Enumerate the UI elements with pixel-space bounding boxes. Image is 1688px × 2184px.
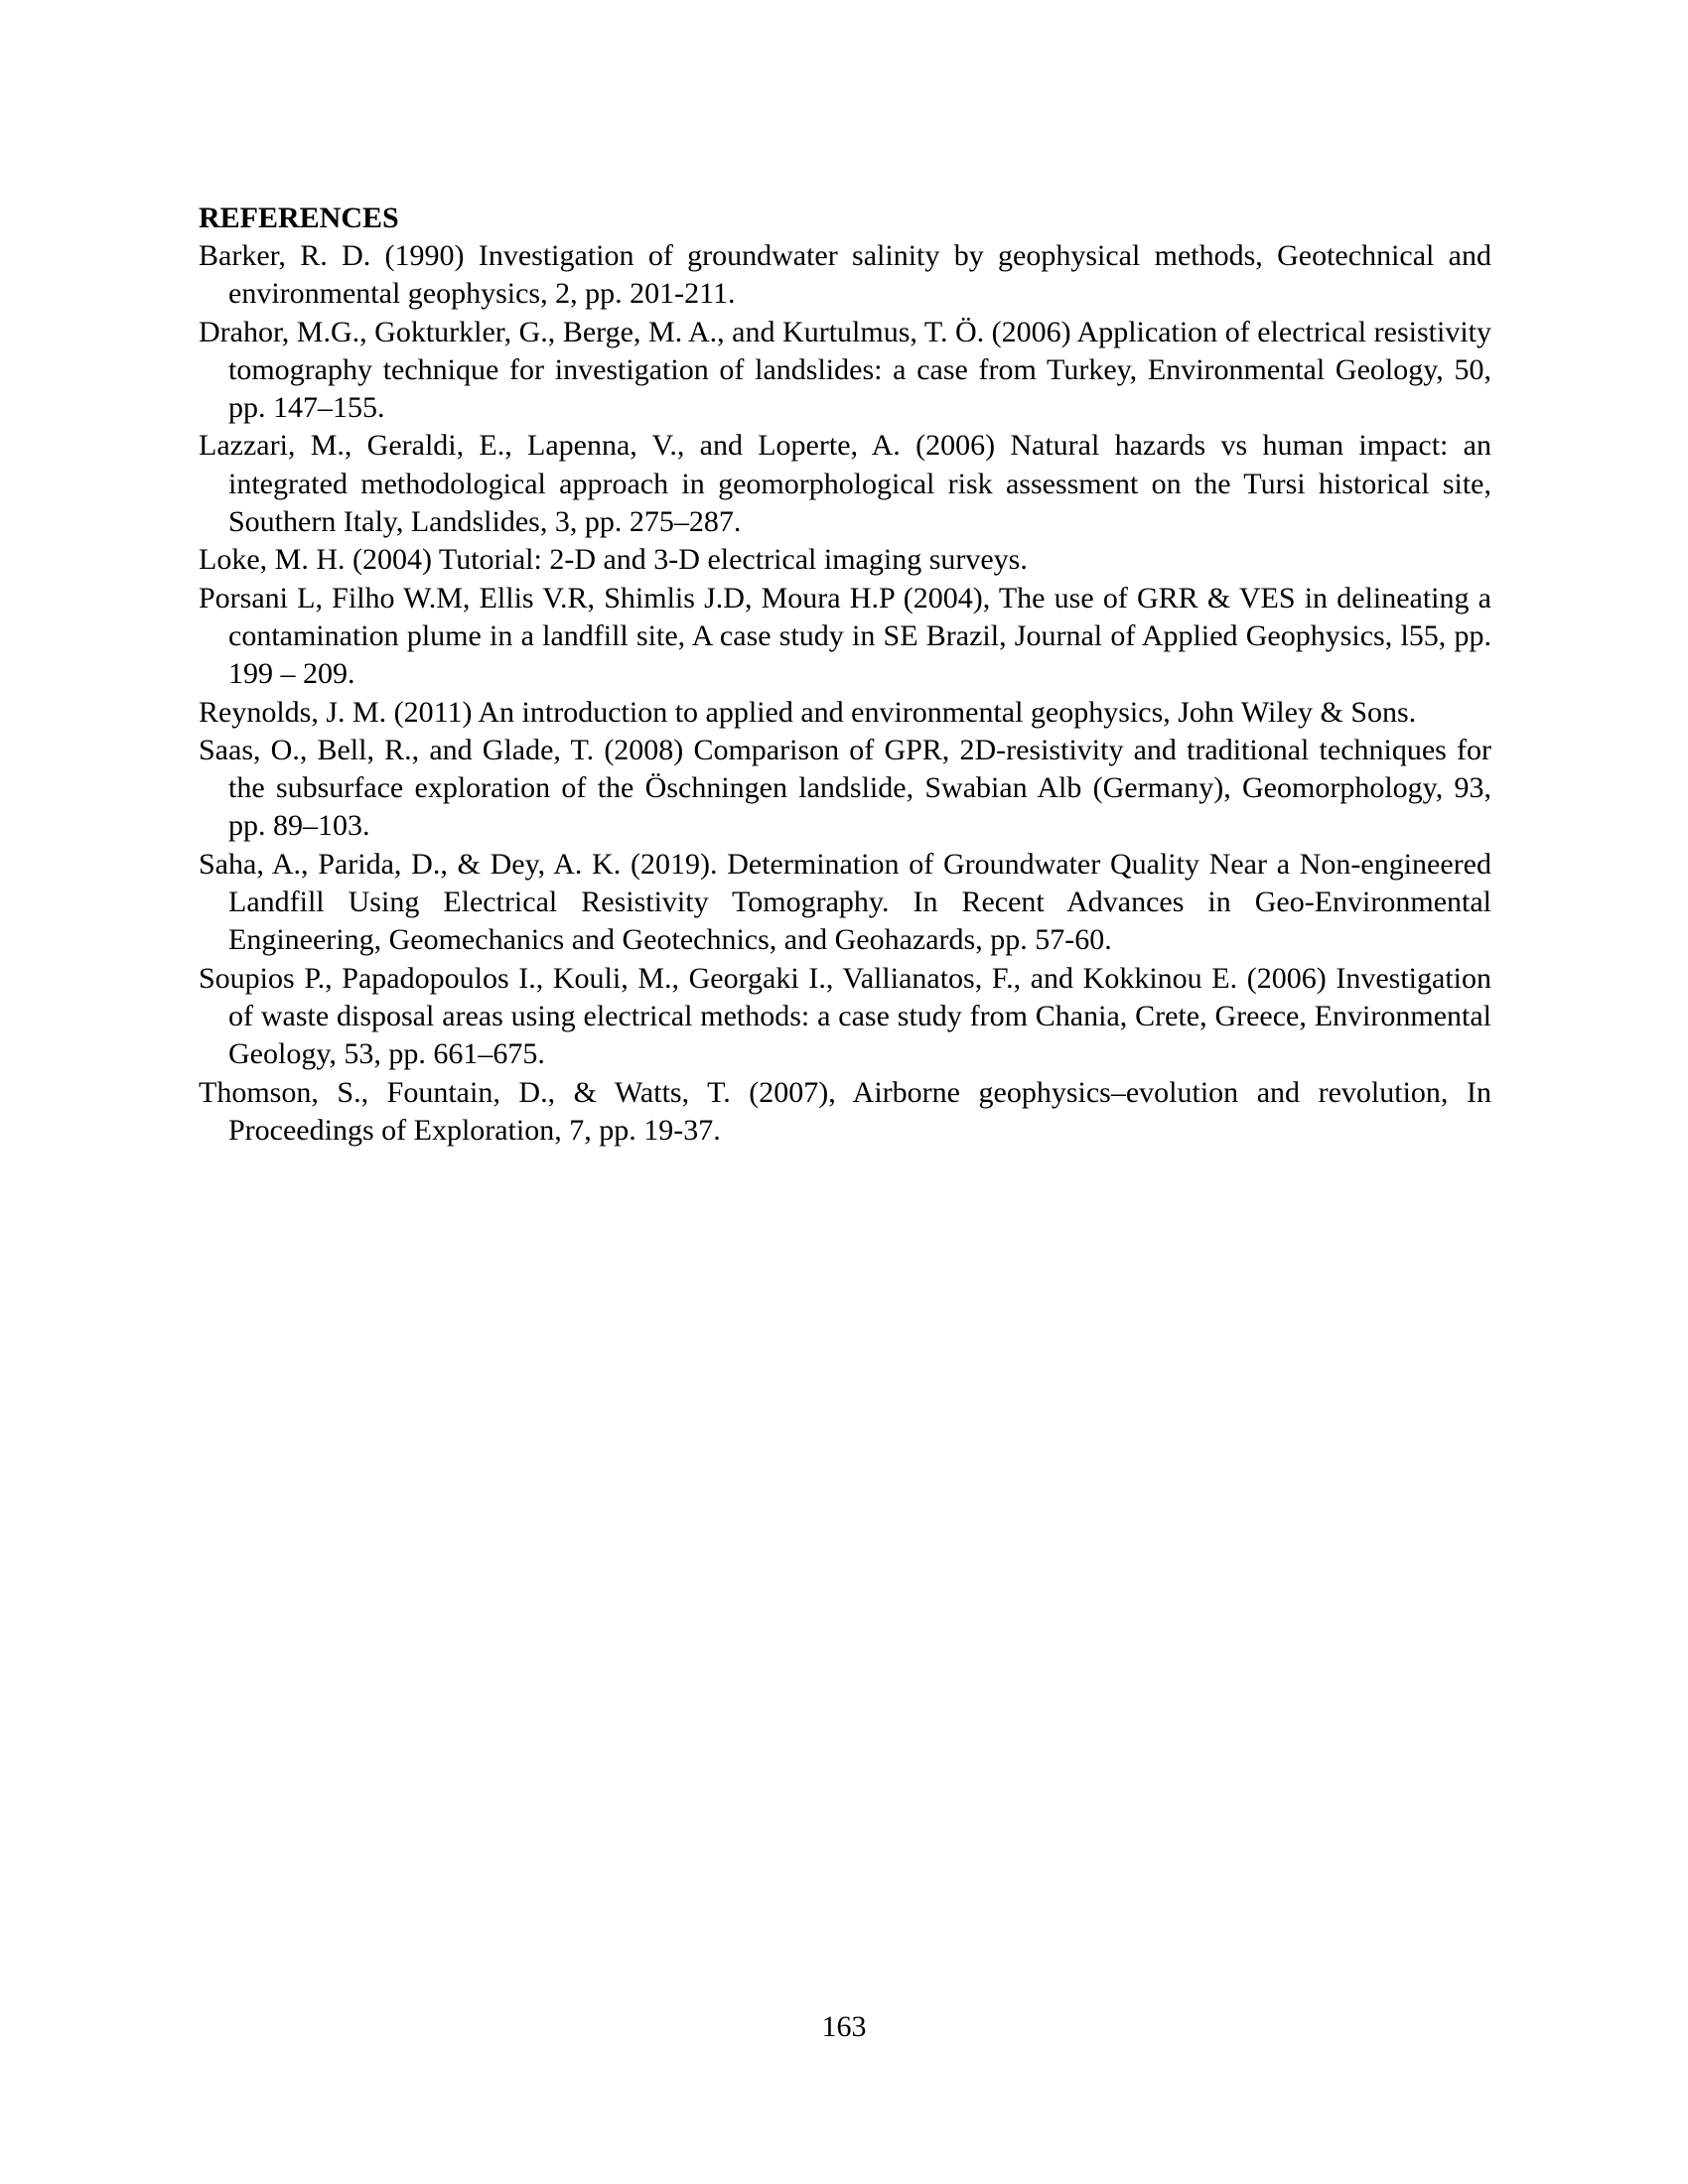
page-number: 163 xyxy=(821,2010,867,2043)
reference-item: Barker, R. D. (1990) Investigation of groundwater salinity by geophysical methods, Geotechnical and environmental geophysics, 2, pp. 201-211. xyxy=(199,239,1491,311)
references-heading: REFERENCES xyxy=(199,202,399,234)
reference-item: Soupios P., Papadopoulos I., Kouli, M., Georgaki I., Vallianatos, F., and Kokkinou E. (2006) Investigation of waste disposal areas using electrical methods: a case study from Chania, Crete, Greece, Environmental Geology, 53, pp. 661–675. xyxy=(199,961,1491,1071)
reference-item: Porsani L, Filho W.M, Ellis V.R, Shimlis J.D, Moura H.P (2004), The use of GRR & VES in delineating a contamination plume in a landfill site, A case study in SE Brazil, Journal of Applied Geophysics, l55, pp. 199 – 209. xyxy=(199,581,1491,691)
reference-item: Reynolds, J. M. (2011) An introduction to applied and environmental geophysics, John Wiley & Sons. xyxy=(199,695,1417,729)
reference-item: Drahor, M.G., Gokturkler, G., Berge, M. A., and Kurtulmus, T. Ö. (2006) Application of electrical resistivity tomography technique for investigation of landslides: a case from Turkey, Environmental Geology, 50, pp. 147–155. xyxy=(199,315,1491,425)
reference-item: Saas, O., Bell, R., and Glade, T. (2008) Comparison of GPR, 2D-resistivity and traditional techniques for the subsurface exploration of the Öschningen landslide, Swabian Alb (Germany), Geomorphology, 93, pp. 89–103. xyxy=(199,733,1491,843)
references-section xyxy=(199,200,1491,1150)
reference-item: Thomson, S., Fountain, D., & Watts, T. (2007), Airborne geophysics–evolution and revolution, In Proceedings of Exploration, 7, pp. 19-37. xyxy=(199,1075,1491,1147)
reference-item: Loke, M. H. (2004) Tutorial: 2-D and 3-D electrical imaging surveys. xyxy=(199,543,1028,577)
reference-item: Saha, A., Parida, D., & Dey, A. K. (2019). Determination of Groundwater Quality Near a Non-engineered Landfill Using Electrical Resistivity Tomography. In Recent Advances in Geo-Environmental Engineering, Geomechanics and Geotechnics, and Geohazards, pp. 57-60. xyxy=(199,847,1491,957)
reference-item: Lazzari, M., Geraldi, E., Lapenna, V., and Loperte, A. (2006) Natural hazards vs human impact: an integrated methodological approach in geomorphological risk assessment on the Tursi historical site, Southern Italy, Landslides, 3, pp. 275–287. xyxy=(199,429,1491,539)
reference-list xyxy=(199,237,1491,1150)
